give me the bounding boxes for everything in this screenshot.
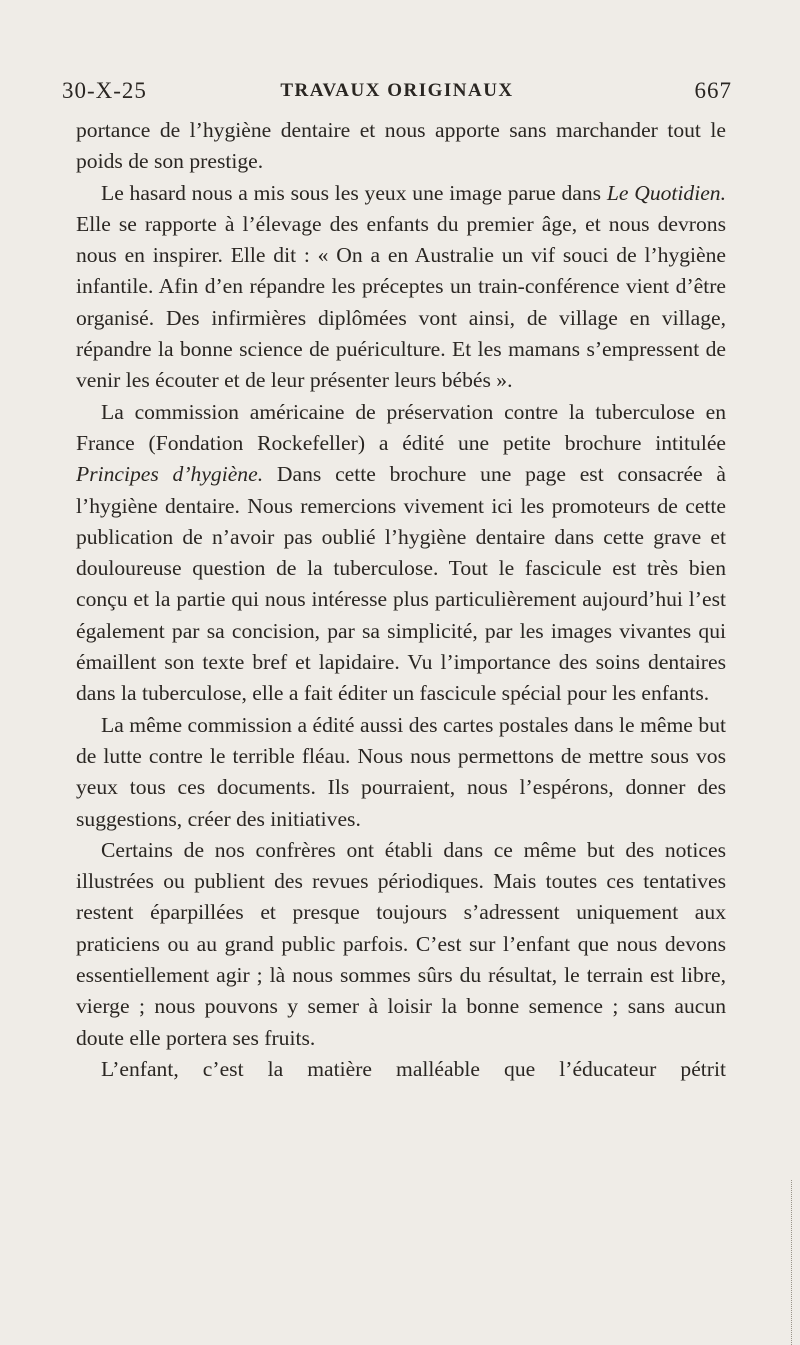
text-segment: La commission américaine de préservation contre la tuberculose en France (Fondation Rockefeller) a édité une petite brochure intitulée (76, 399, 726, 455)
brochure-title: Principes d’hygiène. (76, 462, 264, 487)
text-segment: Le hasard nous a mis sous les yeux une image parue dans (101, 180, 607, 205)
paragraph (76, 835, 726, 1054)
header-running-title: TRAVAUX ORIGINAUX (280, 80, 514, 101)
paragraph (76, 710, 726, 835)
paragraph (76, 178, 726, 397)
paragraph (76, 397, 726, 710)
text-segment: Certains de nos confrères ont établi dans ce même but des notices illustrées ou publient des revues périodiques. Mais toutes ces tentatives restent éparpillées et presque toujours s’adressent uniquement aux praticiens ou au grand public parfois. C’est sur l’enfant que nous devons essentiellement agir ; là nous sommes sûrs du résultat, le terrain est libre, vierge ; nous pouvons y semer à loisir la bonne semence ; sans aucun doute elle portera ses fruits. (76, 837, 726, 1050)
paragraph (76, 1054, 726, 1085)
paragraph (76, 115, 726, 178)
article-body (76, 115, 726, 1085)
text-segment: Elle se rapporte à l’élevage des enfants du premier âge, et nous devrons nous en inspirer. Elle dit : « On a en Australie un vif souci de l’hygiène infantile. Afin d’en répandre les préceptes un train-conférence vient d’être organisé. Des infirmières diplômées vont ainsi, de village en village, répandre la bonne science de puériculture. Et les mamans s’empressent de venir les écouter et de leur présenter leurs bébés ». (76, 211, 726, 393)
header-date: 30-X-25 (62, 78, 147, 103)
newspaper-title: Le Quotidien. (606, 180, 726, 205)
text-segment: Dans cette brochure une page est consacrée à l’hygiène dentaire. Nous remercions vivement ici les promoteurs de cette publication de n’avoir pas oublié l’hygiène dentaire dans cette grave et douloureuse question de la tuberculose. Tout le fascicule est très bien conçu et la partie qui nous intéresse plus particulièrement aujourd’hui l’est également par sa concision, par sa simplicité, par les images vivantes qui émaillent son texte bref et lapidaire. Vu l’importance des soins dentaires dans la tuberculose, elle a fait éditer un fascicule spécial pour les enfants. (76, 462, 726, 706)
text-segment: portance de l’hygiène dentaire et nous apporte sans marchander tout le poids de son prestige. (76, 118, 726, 174)
text-segment: La même commission a édité aussi des cartes postales dans le même but de lutte contre le terrible fléau. Nous nous permettons de mettre sous vos yeux tous ces documents. Ils pourraient, nous l’espérons, donner des suggestions, créer des initiatives. (76, 712, 726, 831)
page-number: 667 (694, 78, 732, 103)
running-header (62, 78, 732, 114)
text-segment: L’enfant, c’est la matière malléable que l’éducateur pétrit (101, 1056, 726, 1081)
page-edge-mark (791, 1180, 800, 1345)
